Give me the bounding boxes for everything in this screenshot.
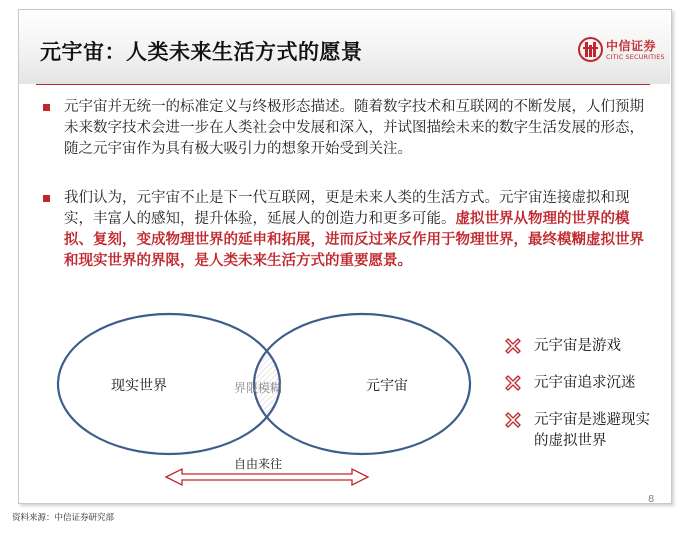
misconception-text: 元宇宙是逃避现实的虚拟世界 [534, 412, 650, 449]
misconception-text: 元宇宙追求沉迷 [534, 375, 636, 391]
metaverse-label: 元宇宙 [366, 378, 408, 394]
real-world-label: 现实世界 [111, 378, 167, 394]
cross-icon [503, 336, 523, 356]
cross-icon [503, 373, 523, 393]
logo-name-en: CITIC SECURITIES [606, 53, 665, 61]
cross-icon [503, 410, 523, 430]
bullet-2-highlight: 虚拟世界从物理的世界的模拟、复刻，变成物理世界的延申和拓展，进而反过来反作用于物理世界，最终模糊虚拟世界和现实世界的界限，是人类未来生活方式的重要愿景。 [64, 211, 644, 269]
logo-name-cn: 中信证券 [606, 39, 657, 53]
overlap-label: 界限模糊 [234, 381, 283, 395]
bullet-2-text: 我们认为，元宇宙不止是下一代互联网，更是未来人类的生活方式。元宇宙连接虚拟和现实，丰富人的感知，提升体验，延展人的创造力和更多可能。 [64, 190, 630, 227]
misconception-text: 元宇宙是游戏 [534, 338, 621, 354]
bullet-1-text: 元宇宙并无统一的标准定义与终极形态描述。随着数字技术和互联网的不断发展，人们预期未来数字技术会进一步在人类社会中发展和深入，并试图描绘未来的数字生活发展的形态，随之元宇宙作为具有极大吸引力的想象开始受到关注。 [64, 99, 644, 157]
source-note: 资料来源：中信证券研究部 [12, 513, 115, 523]
page-number: 8 [648, 494, 655, 505]
arrow-label: 自由来往 [234, 457, 283, 471]
page-title: 元宇宙：人类未来生活方式的愿景 [40, 40, 363, 64]
metaverse-ellipse [254, 314, 470, 454]
